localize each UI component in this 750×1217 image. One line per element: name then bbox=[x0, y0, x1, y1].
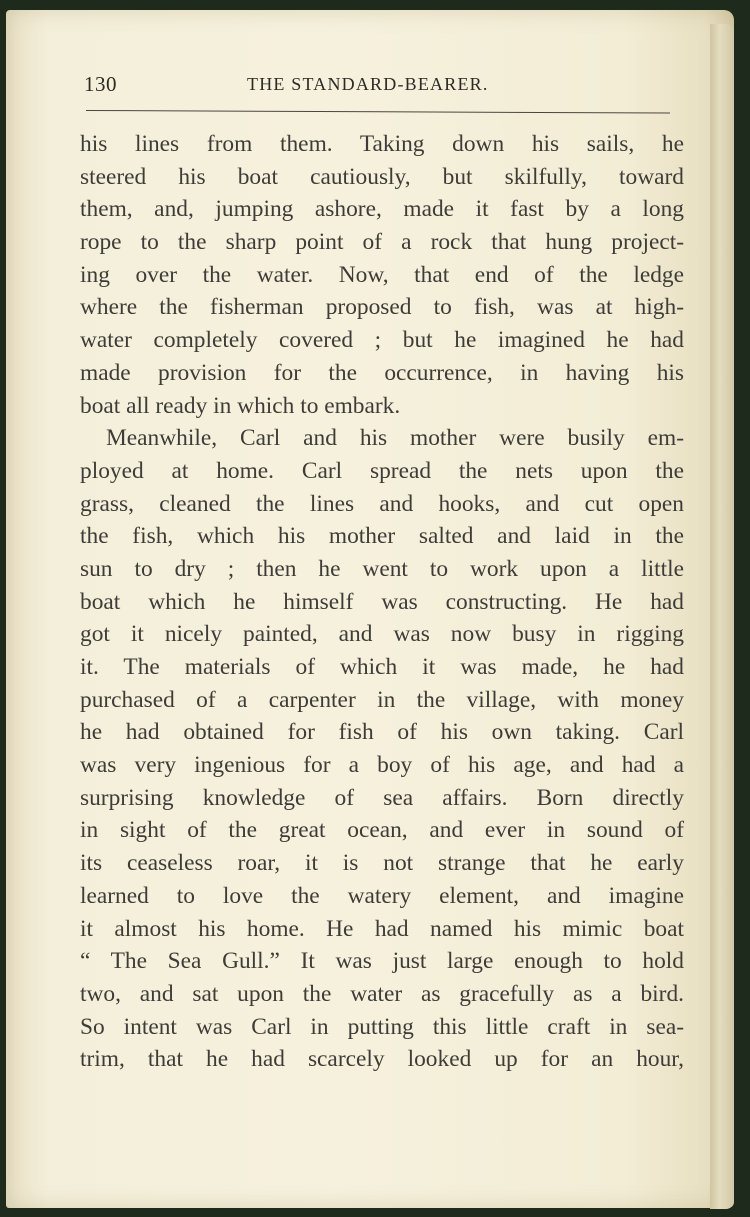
page-edge bbox=[710, 24, 734, 1209]
text-line: in sight of the great ocean, and ever in sound of bbox=[80, 817, 684, 844]
text-line: sun to dry ; then he went to work upon a little bbox=[80, 555, 684, 582]
running-head: THE STANDARD-BEARER. bbox=[247, 74, 489, 94]
body-text bbox=[80, 128, 684, 1076]
text-line: was very ingenious for a boy of his age, and had a bbox=[80, 752, 684, 779]
text-line: rope to the sharp point of a rock that hung project- bbox=[80, 229, 684, 256]
paragraph-start-line: Meanwhile, Carl and his mother were busily em- bbox=[106, 425, 684, 452]
text-line: he had obtained for fish of his own taking. Carl bbox=[80, 719, 684, 746]
text-line: ployed at home. Carl spread the nets upon the bbox=[80, 457, 684, 484]
text-line: his lines from them. Taking down his sails, he bbox=[80, 131, 684, 157]
text-line: trim, that he had scarcely looked up for an hour, bbox=[80, 1046, 684, 1073]
text-line: it almost his home. He had named his mimic boat bbox=[80, 915, 684, 942]
text-line: made provision for the occurrence, in having his bbox=[80, 359, 684, 386]
text-line: got it nicely painted, and was now busy in rigging bbox=[80, 621, 684, 648]
text-line: grass, cleaned the lines and hooks, and cut open bbox=[80, 490, 684, 517]
text-line: learned to love the watery element, and imagine bbox=[80, 882, 684, 909]
page-number: 130 bbox=[84, 72, 117, 96]
text-line: surprising knowledge of sea affairs. Born directly bbox=[80, 784, 684, 811]
text-line: “ The Sea Gull.” It was just large enough to hold bbox=[80, 948, 684, 975]
text-line: boat which he himself was constructing. He had bbox=[80, 588, 684, 615]
text-line: the fish, which his mother salted and laid in the bbox=[80, 523, 684, 550]
text-line: it. The materials of which it was made, he had bbox=[80, 654, 684, 680]
text-line: its ceaseless roar, it is not strange that he early bbox=[80, 850, 684, 877]
text-line: two, and sat upon the water as gracefully as a bird. bbox=[80, 980, 684, 1007]
text-line: So intent was Carl in putting this little craft in sea- bbox=[80, 1013, 684, 1040]
text-line: purchased of a carpenter in the village, with money bbox=[80, 686, 684, 713]
text-line: where the fisherman proposed to fish, was at high- bbox=[80, 294, 684, 321]
text-line: steered his boat cautiously, but skilfully, toward bbox=[80, 163, 684, 190]
page-header bbox=[82, 72, 692, 98]
paragraph-end-line: boat all ready in which to embark. bbox=[80, 392, 401, 419]
text-line: water completely covered ; but he imagined he had bbox=[80, 327, 684, 354]
text-line: them, and, jumping ashore, made it fast by a long bbox=[80, 196, 684, 223]
text-line: ing over the water. Now, that end of the ledge bbox=[80, 261, 684, 288]
